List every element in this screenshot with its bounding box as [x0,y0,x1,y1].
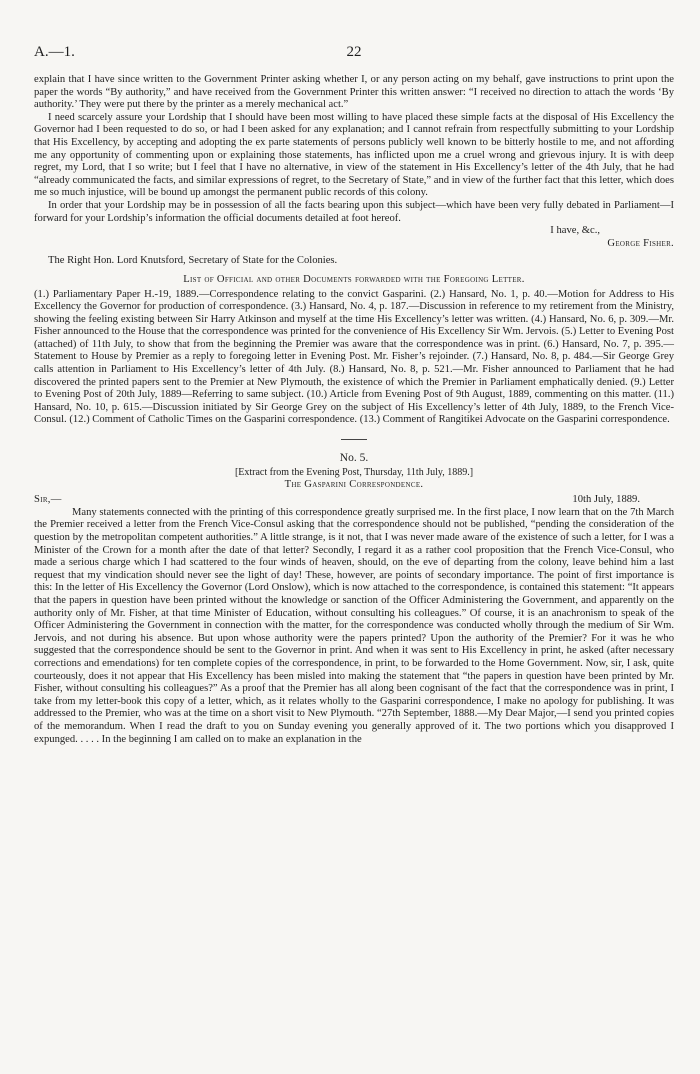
letter-body: Many statements connected with the printing of this correspondence greatly surprised me. In the first place, I now learn that on the 7th March the Premier received a letter from the French Vice-Consul asking that the correspondence should not be published, “pending the consideration of the question by the metropolitan competent authorities.” A little strange, is it not, that I was never made aware of the existence of such a letter, for I was a Minister of the Crown for a month after the date of that letter? Secondly, I regard it as a rather cool proposition that the French Vice-Consul, who made a serious charge which I had scattered to the four winds of heaven, should, on the eve of departing from the colony, leave behind him a last request that my vindication should never see the light of day! These, however, are points of secondary importance. The point of first importance is this: In the letter of His Excellency the Governor (Lord Onslow), which is now attached to the correspondence, is contained this statement: “It appears that the papers in question have been printed without the knowledge or sanction of the Officer Administering the Government, and apparently on the authority only of Mr. Fisher, at that time Minister of Education, without consulting his colleagues.” Of course, it is an anachronism to speak of the Officer Administering the Government in connection with the matter, for the correspondence was conducted wholly through the medium of Sir Wm. Jervois, and not during his absence. But upon whose authority were the papers printed? Upon the authority of the Premier? For it was he who suggested that the correspondence should be sent to the Governor in print. And when it was sent to His Excellency in print, he asked (after necessary corrections and emendations) for ten complete copies of the correspondence, in print, to be forwarded to the Home Government. Now, sir, I ask, quite courteously, does it not appear that His Excellency has been misled into making the statement that “the papers in question have been printed by Mr. Fisher, without consulting his colleagues?” As a proof that the Premier has all along been cognisant of the fact that the correspondence was in print, I take from my letter-book this copy of a letter, which, as it relates wholly to the Gasparini correspondence, I make no apology for publishing. It was addressed to the Premier, who was at the time on a short visit to New Plymouth. “27th September, 1888.—My Dear Major,—I send you printed copies of the memorandum. When I read the draft to you on Sunday evening you generally approved of it. The two portions which you disapproved I expunged. . . . . In the beginning I am called on to make an explanation in the [34,506,674,745]
documents-list: (1.) Parliamentary Paper H.-19, 1889.—Correspondence relating to the convict Gasparini. (2.) Hansard, No. 1, p. 40.—Motion for Address to His Excellency the Governor for production of correspondence. (3.) Hansard, No. 4, p. 187.—Discussion in reference to my retirement from the Ministry, showing the feeling existing between Sir Harry Atkinson and myself at the time His Excellency’s letter was written. (4.) Hansard, No. 6, p. 309.—Mr. Fisher announced to the House that the correspondence was printed for the convenience of His Excellency Sir Wm. Jervois. (5.) Letter to Evening Post (attached) of 11th July, to show that from the beginning the Premier was aware that the correspondence was in print. (6.) Hansard, No. 7, p. 395.—Statement to House by Premier as a reply to foregoing letter in Evening Post. Mr. Fisher’s rejoinder. (7.) Hansard, No. 8, p. 484.—Sir George Grey calls attention in Parliament to His Excellency’s letter of 4th July. (8.) Hansard, No. 8, p. 521.—Mr. Fisher announced to Parliament that he had discovered the printed papers sent to the Premier at New Plymouth, the existence of which the Premier in Parliament emphatically denied. (9.) Letter to Evening Post of 20th July, 1889—Referring to same subject. (10.) Article from Evening Post of 9th August, 1889, commenting on this matter. (11.) Hansard, No. 10, p. 615.—Discussion initiated by Sir George Grey on the subject of His Excellency’s letter of 4th July, 1889, to the French Vice-Consul. (12.) Comment of Catholic Times on the Gasparini correspondence. (13.) Comment of Rangitikei Advocate on the Gasparini correspondence. [34,288,674,426]
paper-reference: A.—1. [34,44,75,60]
letter-date: 10th July, 1889. [572,493,640,505]
paragraph-continuation: explain that I have since written to the Government Printer asking whether I, or any person acting on my behalf, gave instructions to print upon the paper the words “By authority,” and have received from the Government Printer this written answer: “I received no direction to attach the words ‘By authority.’ They were put there by the printer as a merely mechanical act.” [34,74,674,111]
paragraph-regret: I need scarcely assure your Lordship that I should have been most willing to have placed these simple facts at the disposal of His Excellency the Governor had I been requested to do so, or had I been asked for any explanation; and I cannot refrain from respectfully submitting to your Lordship that His Excellency, by accepting and adopting the ex parte statements of persons publicly well known to be bitterly hostile to me, and not affording me any opportunity of commenting upon or explaining those statements, has inflicted upon me a cruel wrong and grievous injury. It is with deep regret, my Lord, that I so write; but I feel that I have no alternative, in view of the statement in His Excellency’s letter of the 4th July, that he had “already communicated the facts, and similar expressions of regret, to the Secretary of State,” and in view of the further fact that this letter, which does me so much injustice, will be bound up amongst the permanent public records of this colony. [34,111,674,199]
documents-list-title: List of Official and other Documents forwarded with the Foregoing Letter. [183,273,525,285]
section-title: The Gasparini Correspondence. [284,479,424,491]
section-divider [341,439,367,440]
closing-formula: I have, &c., [550,225,600,237]
document-body [34,74,674,746]
page-header [34,44,674,64]
section-number: No. 5. [339,452,369,465]
salutation-line [34,494,674,507]
salutation: Sir,— [34,493,62,505]
paragraph-documents-forwarded: In order that your Lordship may be in possession of all the facts bearing upon this subject—which have been very fully debated in Parliament—I forward for your Lordship’s information the official documents detailed at foot hereof. [34,199,674,224]
page-number: 22 [346,44,362,60]
extract-note: [Extract from the Evening Post, Thursday, 11th July, 1889.] [234,466,474,478]
signature: George Fisher. [607,237,674,249]
addressee: The Right Hon. Lord Knutsford, Secretary of State for the Colonies. [48,255,338,267]
